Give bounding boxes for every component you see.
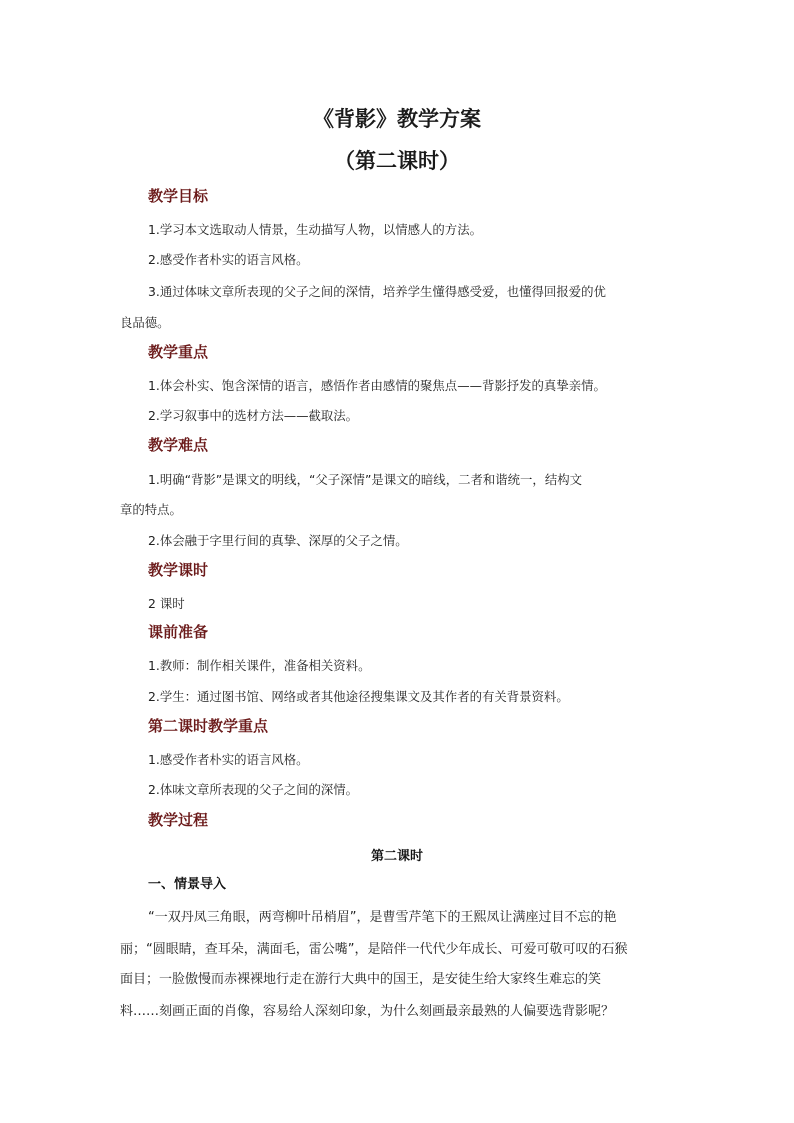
difficulty-1: 1.明确“背影”是课文的明线，“父子深情”是课文的暗线，二者和谐统一，结构文	[148, 472, 582, 487]
preparation-item-1: 1.教师：制作相关课件，准备相关资料。	[148, 658, 371, 673]
document-title: 《背影》教学方案	[313, 106, 481, 131]
hours-text: 2 课时	[148, 596, 185, 611]
session-label: 第二课时	[370, 849, 423, 864]
hours-heading: 教学课时	[148, 561, 209, 579]
goals-heading: 教学目标	[148, 187, 209, 205]
document-subtitle: （第二课时）	[334, 148, 460, 173]
key-points-heading: 教学重点	[148, 343, 209, 361]
key-point-1: 1.体会朴实、饱含深情的语言，感悟作者由感情的聚焦点——背影抒发的真挚亲情。	[148, 378, 606, 393]
intro-paragraph-line-2: 丽；“圆眼睛，查耳朵，满面毛，雷公嘴”，是陪伴一代代少年成长、可爱可敬可叹的石猴	[120, 942, 628, 957]
preparation-heading: 课前准备	[148, 623, 209, 641]
intro-paragraph-line-4: 料……刻画正面的肖像，容易给人深刻印象，为什么刻画最亲最熟的人偏要选背影呢？	[120, 1004, 615, 1019]
intro-paragraph-line-1: “一双丹凤三角眼，两弯柳叶吊梢眉”，是曹雪芹笔下的王熙凤让满座过目不忘的艳	[148, 910, 617, 925]
second-focus-heading: 第二课时教学重点	[148, 717, 269, 735]
difficulty-2: 2.体会融于字里行间的真挚、深厚的父子之情。	[148, 533, 408, 548]
second-focus-item-1: 1.感受作者朴实的语言风格。	[148, 752, 309, 767]
goals-item-1: 1.学习本文选取动人情景，生动描写人物，以情感人的方法。	[148, 222, 482, 237]
section-intro-heading: 一、情景导入	[148, 877, 227, 892]
goals-item-3-cont: 良品德。	[120, 315, 170, 330]
key-point-2: 2.学习叙事中的选材方法——截取法。	[148, 408, 359, 423]
intro-paragraph-line-3: 面目；一脸傲慢而赤裸裸地行走在游行大典中的国王，是安徒生给大家终生难忘的笑	[120, 972, 602, 987]
goals-item-2: 2.感受作者朴实的语言风格。	[148, 252, 309, 267]
process-heading: 教学过程	[148, 811, 209, 829]
difficulty-1-cont: 章的特点。	[120, 502, 182, 517]
preparation-item-2: 2.学生：通过图书馆、网络或者其他途径搜集课文及其作者的有关背景资料。	[148, 689, 569, 704]
second-focus-item-2: 2.体味文章所表现的父子之间的深情。	[148, 782, 359, 797]
difficulties-heading: 教学难点	[148, 436, 209, 454]
goals-item-3: 3.通过体味文章所表现的父子之间的深情，培养学生懂得感受爱，也懂得回报爱的优	[148, 284, 606, 299]
